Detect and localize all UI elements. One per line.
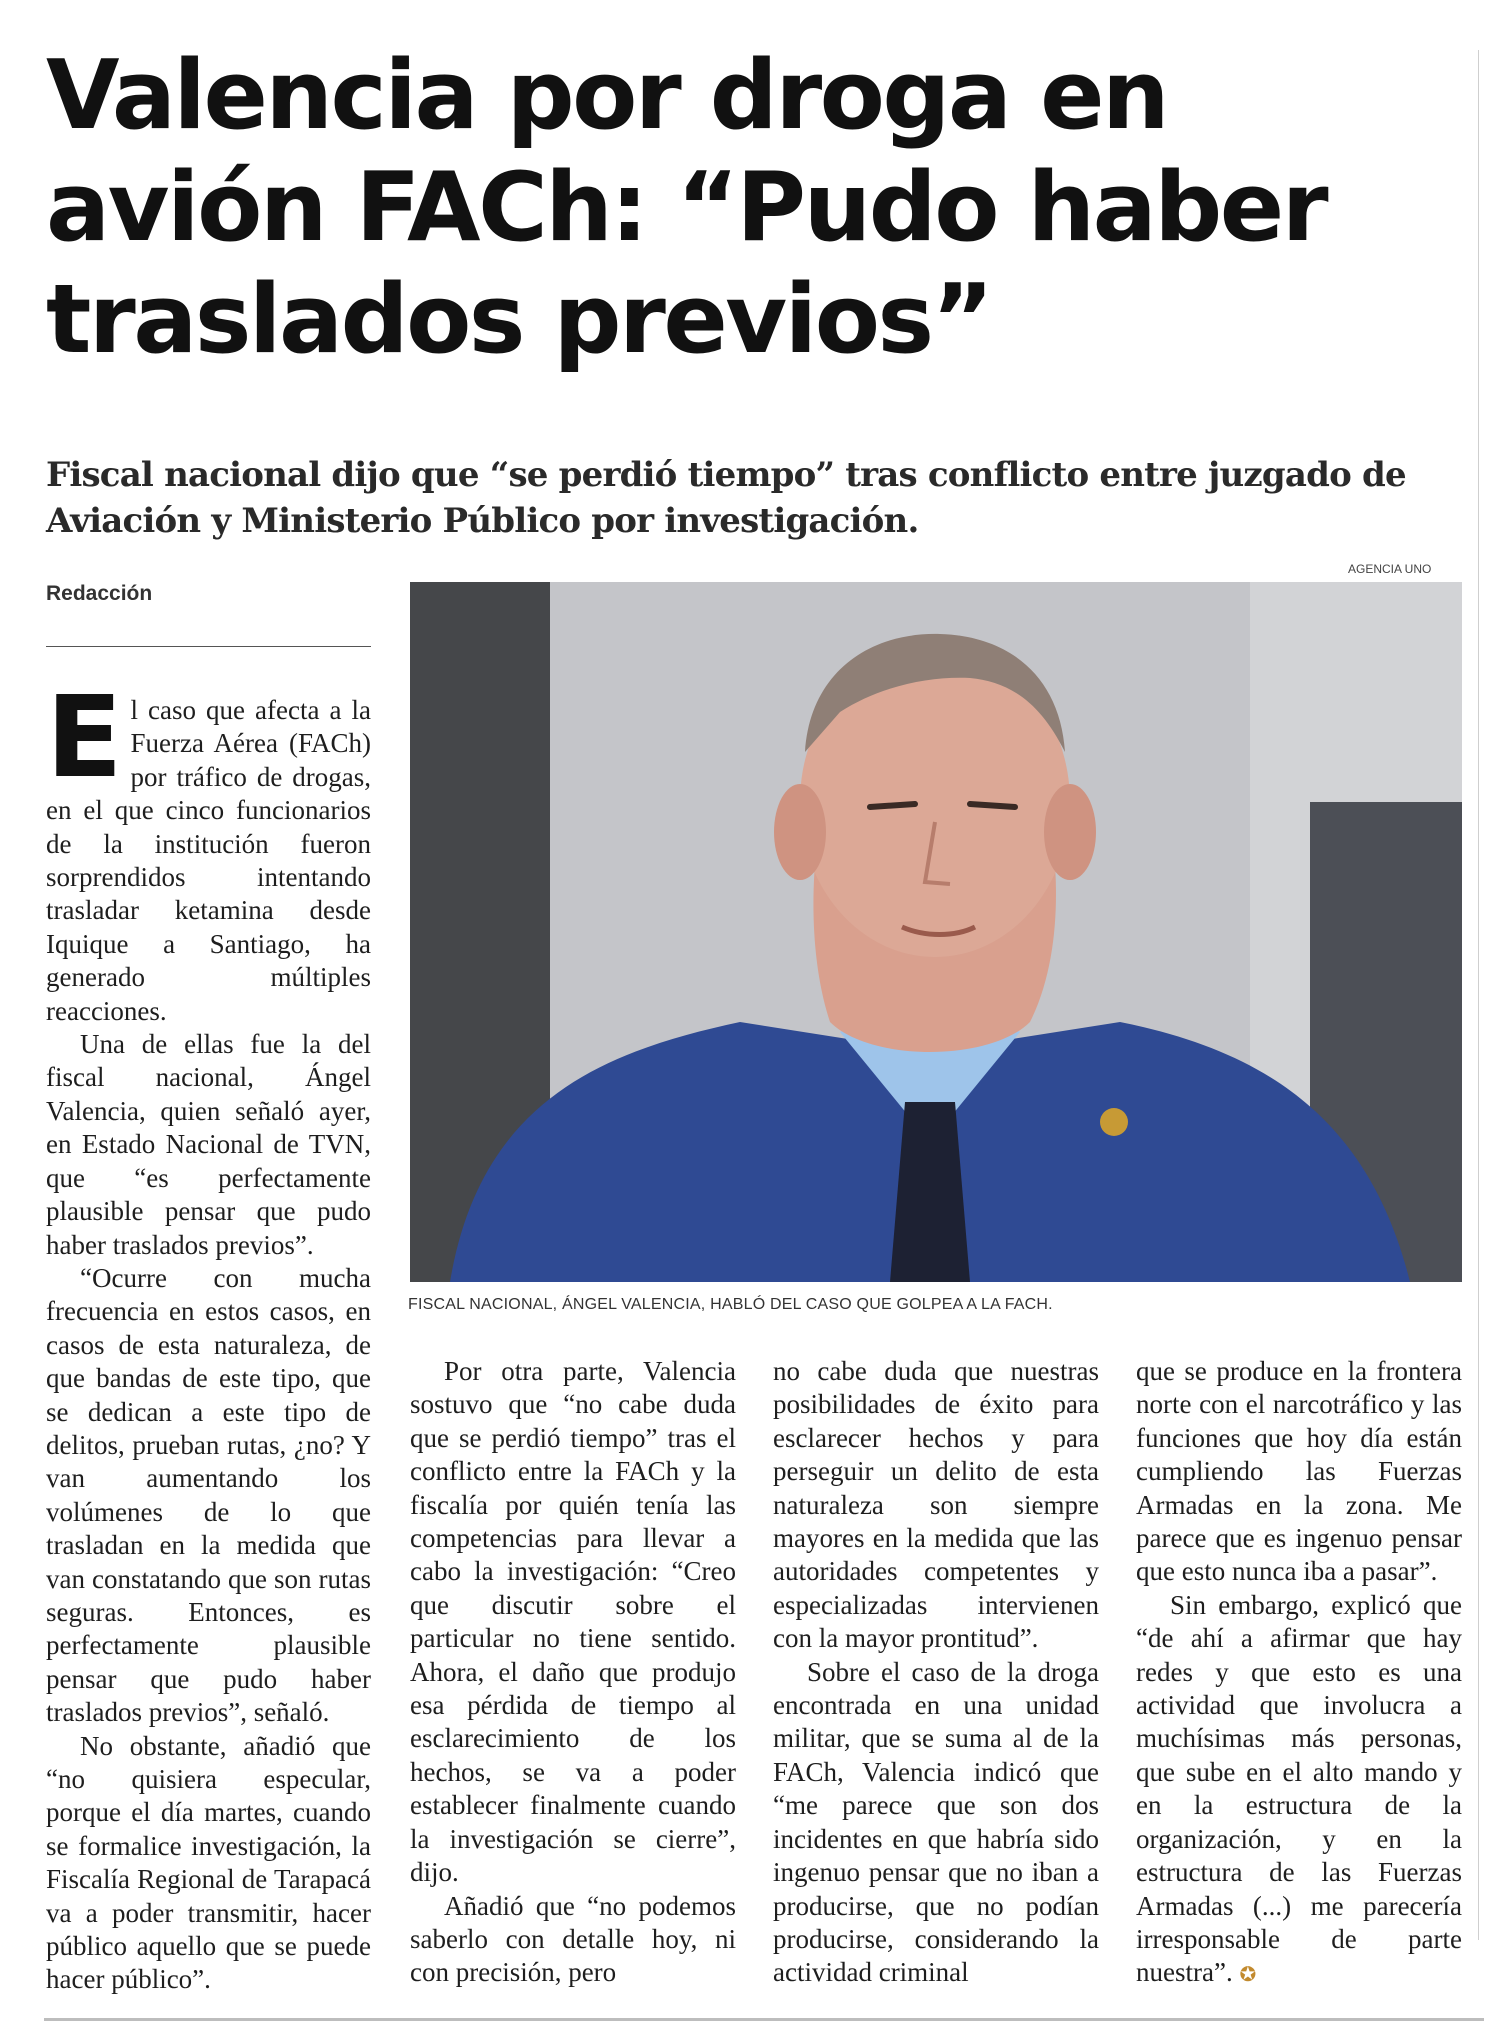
article-column-4 <box>1136 1355 1462 1993</box>
deck-subtitle: Fiscal nacional dijo que “se perdió tiempo” tras conflicto entre juzgado de Aviación y Ministerio Público por investigación. <box>46 455 1406 541</box>
portrait-illustration <box>410 582 1462 1282</box>
headline: Valencia por droga en avión FACh: “Pudo haber traslados previos” <box>46 41 1327 375</box>
paragraph-text: l caso que afecta a la Fuerza Aérea (FACh) por tráfico de drogas, en el que cinco funcionarios de la institución fueron sorprendidos intentando trasladar ketamina desde Iquique a Santiago, ha generado múltiples reacciones. <box>46 695 371 1026</box>
byline: Redacción <box>46 582 153 605</box>
photo-credit: AGENCIA UNO <box>1348 562 1432 576</box>
article-paragraph: que se produce en la frontera norte con el narcotráfico y las funciones que hoy día están cumpliendo las Fuerzas Armadas en la zona. Me parece que es ingenuo pensar que esto nunca iba a pasar”. <box>1136 1356 1462 1587</box>
photo-caption: FISCAL NACIONAL, ÁNGEL VALENCIA, HABLÓ DEL CASO QUE GOLPEA A LA FACH. <box>408 1296 1053 1313</box>
article-paragraph: Sobre el caso de la droga encontrada en una unidad militar, que se suma al de la FACh, Valencia indicó que “me parece que son dos incidentes en que habría sido ingenuo pensar que no iban a producirse, que no podían producirse, considerando la actividad criminal <box>773 1656 1099 1988</box>
drop-cap: E <box>46 673 123 803</box>
article-paragraph: no cabe duda que nuestras posibilidades de éxito para esclarecer hechos y para perseguir un delito de esta naturaleza son siempre mayores en la medida que las autoridades competentes y especializadas intervienen con la mayor prontitud”. <box>773 1356 1099 1654</box>
column-divider <box>1478 50 1479 1940</box>
article-paragraph <box>1136 1589 1462 1993</box>
article-paragraph: Por otra parte, Valencia sostuvo que “no cabe duda que se perdió tiempo” tras el conflicto entre la FACh y la fiscalía por quién tenía las competencias para llevar a cabo la investigación: “Creo que discutir sobre el particular no tiene sentido. Ahora, el daño que produjo esa pérdida de tiempo al esclarecimiento de los hechos, se va a poder establecer finalmente cuando la investigación se cierre”, dijo. <box>410 1356 736 1888</box>
article-photo <box>410 582 1462 1282</box>
article-paragraph: Una de ellas fue la del fiscal nacional, Ángel Valencia, quien señaló ayer, en Estado Nacional de TVN, que “es perfectamente plausible pensar que pudo haber traslados previos”. <box>46 1029 371 1260</box>
article-column-3 <box>773 1355 1099 1990</box>
article-paragraph: Añadió que “no podemos saberlo con detalle hoy, ni con precisión, pero <box>410 1890 736 1988</box>
page-bottom-rule <box>44 2018 1484 2021</box>
article-paragraph: “Ocurre con mucha frecuencia en estos casos, en casos de esta naturaleza, de que bandas de este tipo, que se dedican a este tipo de delitos, prueban rutas, ¿no? Y van aumentando los volúmenes de lo que trasladan en la medida que van constatando que son rutas seguras. Entonces, es perfectamente plausible pensar que pudo haber traslados previos”, señaló. <box>46 1262 371 1728</box>
byline-divider <box>46 646 371 647</box>
article-paragraph <box>46 673 371 1028</box>
end-mark-icon: ✪ <box>1239 1964 1257 1987</box>
article-column-2 <box>410 1355 736 1990</box>
article-paragraph: No obstante, añadió que “no quisiera especular, porque el día martes, cuando se formalice investigación, la Fiscalía Regional de Tarapacá va a poder transmitir, hacer público aquello que se puede hacer público”. <box>46 1730 371 1995</box>
paragraph-text: Sin embargo, explicó que “de ahí a afirmar que hay redes y que esto es una actividad que involucra a muchísimas más personas, que sube en el alto mando y en la estructura de la organización, y en la estructura de las Fuerzas Armadas (...) me parecería irresponsable de parte nuestra”. <box>1136 1589 1462 1988</box>
article-column-1 <box>46 673 371 1997</box>
